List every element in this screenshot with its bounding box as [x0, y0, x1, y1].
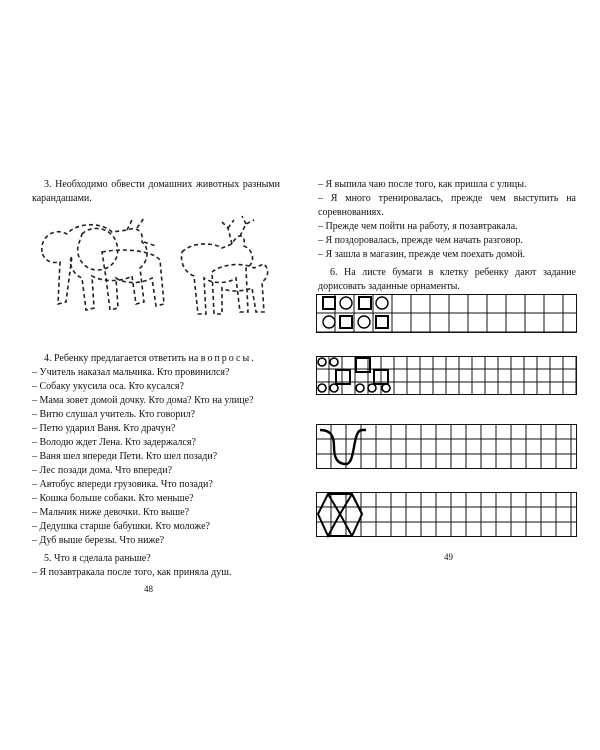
question-4: – Витю слушал учитель. Кто говорил? — [32, 409, 196, 420]
task3-heading: 3. Необходимо обвести домашних животных разными карандашами. — [32, 179, 280, 204]
dashed-animals-illustration — [32, 212, 272, 332]
question-2: – Собаку укусила оса. Кто кусался? — [32, 381, 184, 392]
task6-heading: 6. На листе бумаги в клетку ребенку дают задание дорисовать заданные орнаменты. — [318, 267, 576, 292]
cow-outline-2 — [78, 228, 118, 270]
task5-line-3: – Я много тренировалась, прежде чем выступить на соревнованиях. — [318, 193, 576, 218]
wave-line — [320, 430, 366, 464]
right-page — [300, 0, 600, 750]
question-13: – Дуб выше березы. Что ниже? — [32, 535, 165, 546]
task5-heading: 5. Что я сделала раньше? — [44, 553, 151, 564]
question-5: – Петю ударил Ваня. Кто драчун? — [32, 423, 176, 434]
task5-first-line: – Я позавтракала после того, как приняла душ. — [32, 567, 232, 578]
question-9: – Автобус впереди грузовика. Что позади? — [32, 479, 213, 490]
task5-line-2: – Я выпила чаю после того, как пришла с улицы. — [318, 179, 527, 190]
question-7: – Ваня шел впереди Пети. Кто шел позади? — [32, 451, 218, 462]
question-3: – Мама зовет домой дочку. Кто дома? Кто на улице? — [32, 395, 254, 406]
page-number-left: 48 — [144, 584, 153, 594]
task5-line-5: – Я поздоровалась, прежде чем начать разговор. — [318, 235, 523, 246]
question-6: – Володю ждет Лена. Кто задержался? — [32, 437, 196, 448]
hexagon-pattern-2 — [328, 494, 362, 536]
goat-outline — [182, 236, 253, 314]
ornament-grid-1 — [316, 294, 578, 334]
ornament-grid-3 — [316, 424, 578, 470]
antlers-outline — [222, 216, 254, 244]
question-10: – Кошка больше собаки. Кто меньше? — [32, 493, 194, 504]
task5-line-4: – Прежде чем пойти на работу, я позавтракала. — [318, 221, 518, 232]
ornament-grid-2 — [316, 356, 578, 396]
ornament-grid-4 — [316, 492, 578, 538]
task4-intro: 4. Ребенку предлагается ответить на вопросы. — [44, 353, 256, 364]
question-12: – Дедушка старше бабушки. Кто моложе? — [32, 521, 210, 532]
cow-outline-1 — [42, 225, 147, 310]
question-8: – Лес позади дома. Что впереди? — [32, 465, 173, 476]
task5-line-6: – Я зашла в магазин, прежде чем поехать домой. — [318, 249, 526, 260]
question-1: – Учитель наказал мальчика. Кто провинился? — [32, 367, 230, 378]
question-11: – Мальчик ниже девочки. Кто выше? — [32, 507, 190, 518]
page-number-right: 49 — [444, 552, 453, 562]
hexagon-pattern-1 — [318, 494, 340, 536]
horse-outline — [102, 250, 164, 310]
